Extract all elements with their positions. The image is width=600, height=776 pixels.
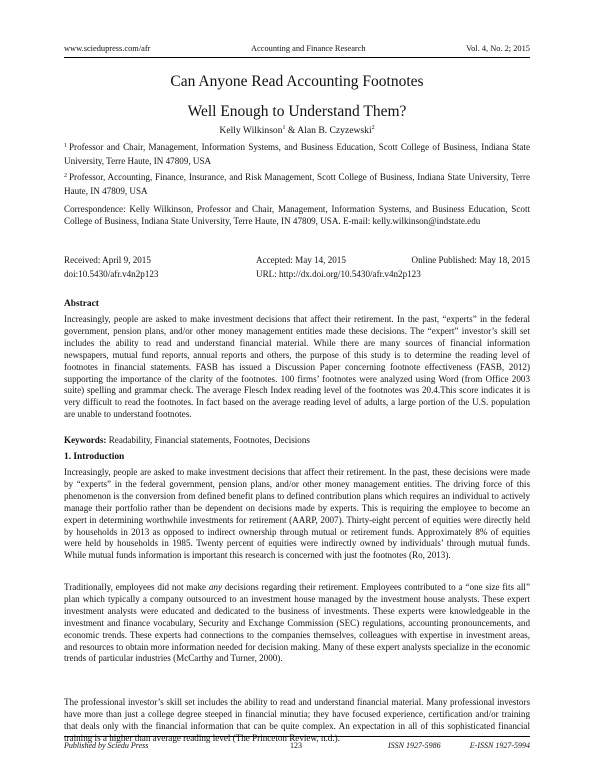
issn: ISSN 1927-5986	[388, 741, 441, 750]
affiliation-2-text: Professor, Accounting, Finance, Insurance, and Risk Management, Scott College of Business, Indiana State University, Terre Haute, IN 47809, USA	[64, 172, 530, 196]
affiliation-1-text: Professor and Chair, Management, Information Systems, and Business Education, Scott College of Business, Indiana State University, Terre Haute, IN 47809, USA	[64, 142, 530, 166]
page-number: 123	[290, 741, 302, 750]
correspondence: Correspondence: Kelly Wilkinson, Professor and Chair, Management, Information Systems, and Business Education, Scott College of Business, Indiana State University, Terre Haute, IN 47809, USA. E-mail: kelly.wilkinson@indstate.edu	[64, 204, 530, 226]
intro-paragraph-2	[64, 582, 530, 665]
running-header	[64, 44, 530, 54]
paper-title-line-1: Can Anyone Read Accounting Footnotes	[170, 73, 424, 90]
introduction-heading: 1. Introduction	[64, 452, 125, 462]
abstract-heading: Abstract	[64, 299, 99, 309]
keywords	[64, 435, 530, 447]
intro-paragraph-2-start: Traditionally, employees did not make	[64, 582, 209, 592]
journal-url[interactable]: www.sciedupress.com/afr	[64, 44, 151, 53]
author-separator: &	[285, 125, 298, 136]
eissn: E-ISSN 1927-5994	[469, 741, 530, 750]
affiliation-2-number: 2	[64, 173, 67, 179]
intro-paragraph-3: The professional investor’s skill set includes the ability to read and understand financial material. Many professional investors have more than just a college degree steeped in financial minutia; they have focused experience, certification and/or training that deals only with the financial information that can be quite complex. An expectation in all of this sophisticated financial training is a higher than average reading level (The Princeton Review, n.d.).	[64, 697, 530, 743]
header-rule	[64, 57, 530, 58]
doi: doi:10.5430/afr.v4n2p123	[64, 269, 159, 279]
keywords-label: Keywords:	[64, 435, 107, 445]
journal-name: Accounting and Finance Research	[250, 44, 366, 53]
intro-paragraph-1: Increasingly, people are asked to make investment decisions that affect their retirement. In the past, these decisions were made by “experts” in the federal government, pension plans, and/or other money management entities. The driving force of this phenomenon is the conversion from defined benefit plans to defined contribution plans which requires an individual to actively manage their portfolio rather than be dependent on decisions made by experts. This is requiring the employee to become an expert in determining worthwhile investments for retirement (AARP, 2007). Thirty-eight percent of equities were directly held by households in 2013 as opposed to indirect ownership through mutual or retirement funds. Approximately 8% of equities were held by households in 1985. Twenty percent of equities were indirectly owned by individuals’ through mutual funds. While mutual funds information is important this research is concerned with just the footnotes (Ro, 2013).	[64, 467, 530, 561]
author-1: Kelly Wilkinson	[219, 125, 283, 136]
paper-title-line-2: Well Enough to Understand Them?	[187, 103, 407, 120]
intro-paragraph-2-rest: decisions regarding their retirement. Employees contributed to a “one size fits all” plan which typically a company outsourced to an investment house managed by the investment house analysts. These expert investment analysts were educated and dedicated to the business of investments. These experts were knowledgeable in the investment and finance vocabulary, Security and Exchange Commission (SEC) regulations, accounting pronouncements, and economic trends. These experts had connections to the companies themselves, colleagues with expertise in investment areas, and resources to obtain more information needed for decision making. Many of these expert analysts specialize in the economic trends of particular industries (McCarthy and Turner, 2000).	[64, 582, 530, 664]
published-date: Online Published: May 18, 2015	[411, 255, 530, 265]
author-2: Alan B. Czyzewski	[297, 125, 372, 136]
accepted-date: Accepted: May 14, 2015	[256, 255, 346, 265]
doi-url-link[interactable]: URL: http://dx.doi.org/10.5430/afr.v4n2p123	[256, 269, 421, 279]
author-line	[64, 125, 530, 137]
author-2-sup: 2	[371, 124, 375, 131]
received-date: Received: April 9, 2015	[64, 255, 151, 265]
affiliation-2	[64, 172, 530, 198]
abstract-text: Increasingly, people are asked to make investment decisions that affect their retirement. In the past, “experts” in the federal government, pension plans, and/or other money management entities made these decisions. The “expert” investor’s skill set includes the ability to read and understand financial material. While there are many sources of financial information newspapers, mutual fund reports, annual reports and others, the purpose of this study is to determine the reading level of footnotes in financial statements. FASB has issued a Discussion Paper concerning footnote effectiveness (FASB, 2012) supporting the importance of the clarity of the footnotes. 100 firms’ footnotes were analyzed using Word (from Office 2003 suite) spelling and grammar check. The average Flesch Index reading level of the footnotes was 20.4.This score indicates it is very difficult to read the footnotes. In fact based on the average reading level of adults, a large portion of the U.S. population are unable to understand footnotes.	[64, 314, 530, 420]
volume-info: Vol. 4, No. 2; 2015	[466, 44, 530, 53]
affiliation-1	[64, 142, 530, 168]
affiliation-1-number: 1	[64, 143, 67, 149]
keywords-text: Readability, Financial statements, Footnotes, Decisions	[106, 435, 310, 445]
publisher: Published by Sciedu Press	[64, 741, 149, 750]
author-1-sup: 1	[282, 124, 286, 131]
footer-rule	[64, 736, 530, 737]
intro-paragraph-2-emphasis: any	[208, 582, 222, 592]
